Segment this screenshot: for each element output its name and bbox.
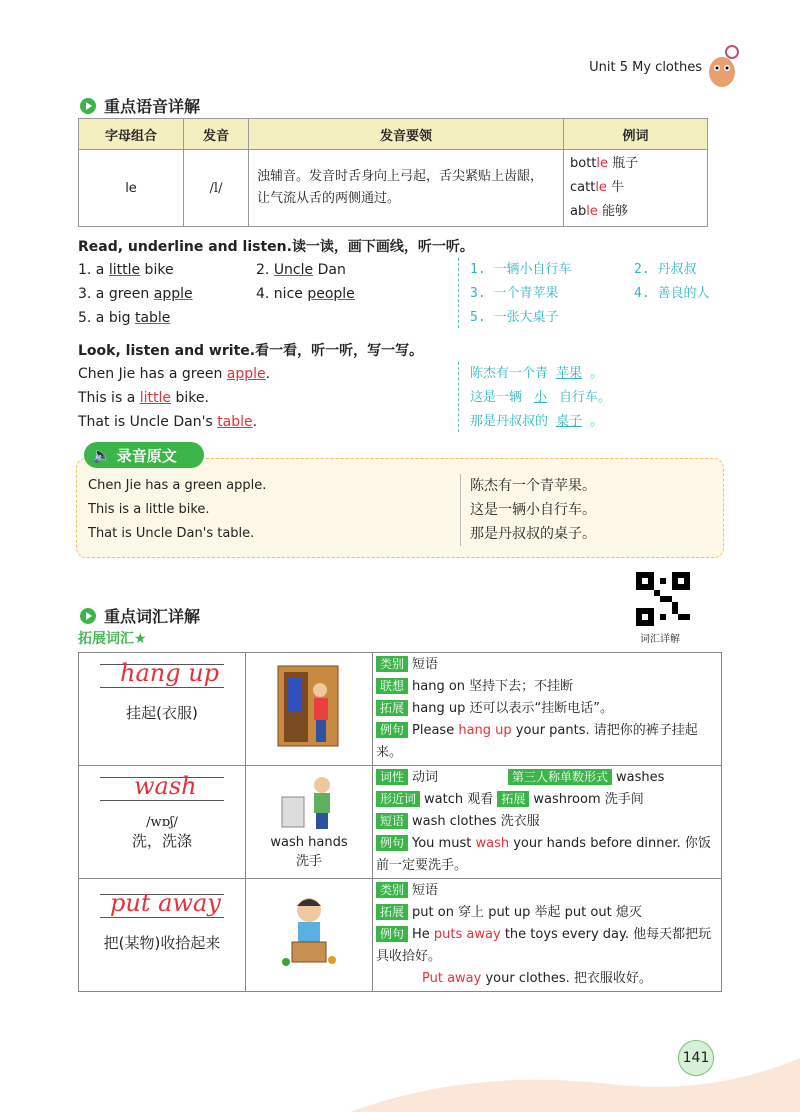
sentence: That is Uncle Dan's table. xyxy=(78,414,258,430)
answer: 5. 一张大桌子 xyxy=(470,310,559,325)
tape-chinese xyxy=(470,474,596,546)
answers-left xyxy=(470,258,571,330)
sentence: Chen Jie has a green apple. xyxy=(78,366,271,382)
badge-label: 录音原文 xyxy=(116,446,177,465)
vocab-meaning: 把(某物)收拾起来 xyxy=(103,934,221,952)
tape-line: Chen Jie has a green apple. xyxy=(88,478,267,493)
answer: 陈杰有一个青 苹果 。 xyxy=(470,366,604,381)
page-number: 141 xyxy=(678,1040,714,1076)
list-item: 1. a little bike xyxy=(78,262,174,278)
unit-header: Unit 5 My clothes xyxy=(589,60,702,75)
divider xyxy=(458,258,459,328)
sentence: This is a little bike. xyxy=(78,390,209,406)
section-title-text: 重点语音详解 xyxy=(104,97,201,116)
tape-line: 那是丹叔叔的桌子。 xyxy=(470,526,596,542)
phonetic: /wɒʃ/ xyxy=(146,815,178,830)
vocab-table xyxy=(78,652,722,992)
divider xyxy=(458,362,459,432)
put-away-illustration xyxy=(276,892,342,970)
sound: /l/ xyxy=(184,150,249,227)
hang-up-illustration xyxy=(276,664,342,748)
vocab-word-cell xyxy=(79,766,246,879)
example-word: cattle 牛 xyxy=(570,180,625,195)
tag-label: 第三人称单数形式 xyxy=(508,769,612,785)
col-header: 发音要领 xyxy=(249,119,564,150)
vocab-image-cell xyxy=(246,766,373,879)
exercise1-items-right xyxy=(256,258,355,306)
tag-label: 短语 xyxy=(376,813,408,829)
answer: 4. 善良的人 xyxy=(634,286,710,301)
letter-combo: le xyxy=(79,150,184,227)
answer: 3. 一个青苹果 xyxy=(470,286,559,301)
vocab-word: wash xyxy=(134,772,197,800)
tip: 浊辅音。发音时舌身向上弓起，舌尖紧贴上齿龈，让气流从舌的两侧通过。 xyxy=(249,150,564,227)
tag-label: 词性 xyxy=(376,769,408,785)
col-header: 例词 xyxy=(564,119,708,150)
exercise2-sentences xyxy=(78,362,270,434)
mascot-icon xyxy=(702,44,742,90)
vocab-word-cell xyxy=(79,653,246,766)
tag-label: 类别 xyxy=(376,656,408,672)
tag-label: 例句 xyxy=(376,722,408,738)
vocab-image-cell xyxy=(246,879,373,992)
section-title-vocab xyxy=(80,604,200,627)
example-word: able 能够 xyxy=(570,204,628,219)
answers-right xyxy=(634,258,709,306)
tape-line: That is Uncle Dan's table. xyxy=(88,526,255,541)
answer: 那是丹叔叔的 桌子 。 xyxy=(470,414,604,429)
col-header: 字母组合 xyxy=(79,119,184,150)
list-item: 4. nice people xyxy=(256,286,355,302)
section-title-text: 重点词汇详解 xyxy=(104,607,201,626)
vocab-word: put away xyxy=(110,889,221,917)
tag-label: 拓展 xyxy=(376,700,408,716)
vocab-info-cell: 词性 动词 第三人称单数形式 washes 形近词 watch 观看 拓展 washroom 洗手间 短语 wash clothes 洗衣服 例句 You must wash your hands before dinner. 你饭前一定要洗手。 xyxy=(373,766,722,879)
tag-label: 拓展 xyxy=(376,904,408,920)
list-item: 5. a big table xyxy=(78,310,171,326)
col-header: 发音 xyxy=(184,119,249,150)
qr-code-icon[interactable] xyxy=(636,572,690,626)
vocab-image-cell xyxy=(246,653,373,766)
exercise1-items-left xyxy=(78,258,193,330)
image-caption: wash hands xyxy=(270,835,348,850)
play-icon xyxy=(80,98,96,114)
subsection-label: 拓展词汇★ xyxy=(78,631,147,647)
wash-hands-illustration xyxy=(276,773,342,831)
answer: 1. 一辆小自行车 xyxy=(470,262,572,277)
tape-line: 陈杰有一个青苹果。 xyxy=(470,478,596,494)
tape-line: 这是一辆小自行车。 xyxy=(470,502,596,518)
tag-label: 例句 xyxy=(376,835,408,851)
tag-label: 例句 xyxy=(376,926,408,942)
vocab-info-cell: 类别 短语 联想 hang on 坚持下去；不挂断 拓展 hang up 还可以表示“挂断电话”。 例句 Please hang up your pants. 请把你的裤子挂起来。 xyxy=(373,653,722,766)
tag-label: 形近词 xyxy=(376,791,420,807)
writing-lines xyxy=(100,772,224,801)
tag-label: 类别 xyxy=(376,882,408,898)
vocab-meaning: 洗，洗涤 xyxy=(131,832,192,850)
vocab-word-cell xyxy=(79,879,246,992)
qr-label: 词汇详解 xyxy=(640,634,680,645)
answer: 2. 丹叔叔 xyxy=(634,262,697,277)
exercise1-title: Read, underline and listen.读一读，画下画线，听一听。 xyxy=(78,239,474,255)
example-words xyxy=(564,150,708,227)
list-item: 3. a green apple xyxy=(78,286,193,302)
section-title-phonics xyxy=(80,94,200,117)
vocab-word: hang up xyxy=(120,659,220,687)
tape-line: This is a little bike. xyxy=(88,502,210,517)
writing-lines xyxy=(100,659,224,688)
divider xyxy=(460,474,461,546)
vocab-info-cell: 类别 短语 拓展 put on 穿上 put up 举起 put out 熄灭 例句 He puts away the toys every day. 他每天都把玩具收拾好。 Put away your clothes. 把衣服收好。 xyxy=(373,879,722,992)
writing-lines xyxy=(100,889,224,918)
image-caption: 洗手 xyxy=(295,854,322,869)
exercise2-title: Look, listen and write.看一看，听一听，写一写。 xyxy=(78,343,424,359)
tape-english xyxy=(88,474,266,546)
phonics-table xyxy=(78,118,708,227)
decorative-wave xyxy=(350,1048,800,1112)
speaker-icon: 🔈 xyxy=(92,446,111,464)
vocab-meaning: 挂起(衣服) xyxy=(126,704,198,722)
tag-label: 联想 xyxy=(376,678,408,694)
tape-script-badge xyxy=(84,442,204,468)
tag-label: 拓展 xyxy=(497,791,529,807)
example-word: bottle 瓶子 xyxy=(570,156,639,171)
exercise2-answers xyxy=(470,362,611,434)
list-item: 2. Uncle Dan xyxy=(256,262,346,278)
answer: 这是一辆 小 自行车。 xyxy=(470,390,612,405)
play-icon xyxy=(80,608,96,624)
